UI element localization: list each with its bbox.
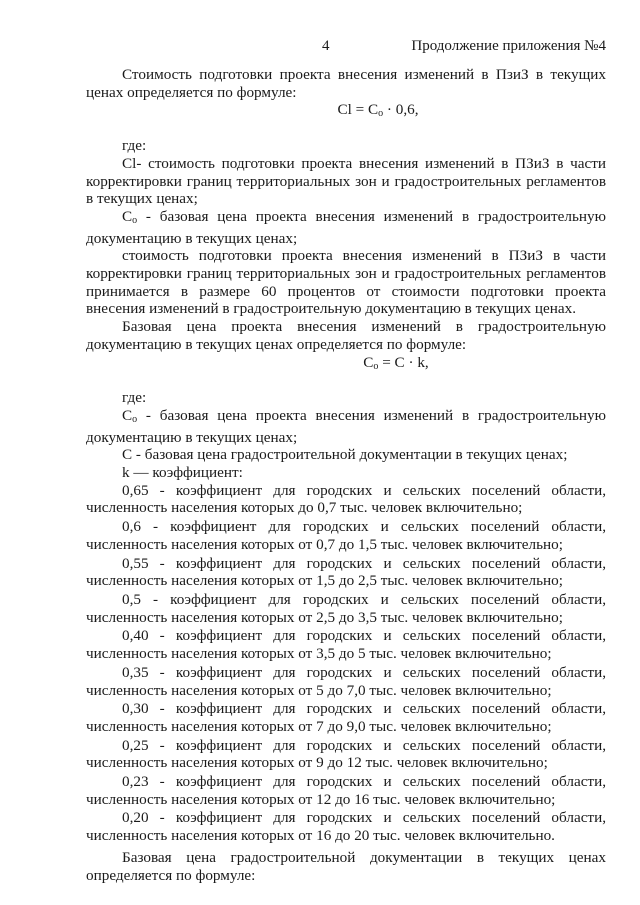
definition-c: С - базовая цена градостроительной документации в текущих ценах; <box>122 446 568 464</box>
coefficient-item: 0,6 - коэффициент для городских и сельских поселений области, численность населения которых от 0,7 до 1,5 тыс. человек включительно; <box>86 518 606 553</box>
definition-co-text: - базовая цена проекта внесения изменений в градостроительную документацию в текущих ценах; <box>86 207 606 247</box>
definition-co2-sub: о <box>132 413 138 425</box>
where-label: где: <box>122 137 147 155</box>
document-body <box>86 66 606 884</box>
coefficient-item: 0,55 - коэффициент для городских и сельских поселений области, численность населения которых от 1,5 до 2,5 тыс. человек включительно; <box>86 554 606 590</box>
coefficient-item: 0,65 - коэффициент для городских и сельских поселений области, численность населения которых до 0,7 тыс. человек включительно; <box>86 481 606 517</box>
sixty-percent-paragraph: стоимость подготовки проекта внесения изменений в ПЗиЗ в части корректировки границ территориальных зон и градостроительных регламентов принимается в размере 60 процентов от стоимости подготовки проекта внесения изменений в градостроительную документацию в текущих ценах. <box>86 247 606 318</box>
definition-co-symbol: C <box>122 207 133 225</box>
definition-cl: Cl- стоимость подготовки проекта внесения изменений в ПЗиЗ в части корректировки границ территориальных зон и градостроительных регламентов в текущих ценах; <box>86 154 606 208</box>
coefficient-item: 0,35 - коэффициент для городских и сельских поселений области, численность населения которых от 5 до 7,0 тыс. человек включительно; <box>86 663 606 699</box>
formula-co-lhs: C <box>363 353 374 371</box>
formula-cl-sub: о <box>378 108 384 120</box>
final-paragraph: Базовая цена градостроительной документации в текущих ценах определяется по формуле: <box>86 848 606 884</box>
coefficient-item: 0,30 - коэффициент для городских и сельских поселений области, численность населения которых от 7 до 9,0 тыс. человек включительно; <box>86 700 606 735</box>
page-number: 4 <box>322 38 330 54</box>
coefficient-item: 0,5 - коэффициент для городских и сельских поселений области, численность населения которых от 2,5 до 3,5 тыс. человек включительно; <box>86 590 606 626</box>
definition-co <box>86 208 606 247</box>
where-label-2: где: <box>122 389 147 407</box>
definition-co2-symbol: C <box>122 406 133 424</box>
coefficient-item: 0,20 - коэффициент для городских и сельских поселений области, численность населения которых от 16 до 20 тыс. человек включительно. <box>86 809 606 845</box>
coefficient-item: 0,25 - коэффициент для городских и сельских поселений области, численность населения которых от 9 до 12 тыс. человек включительно; <box>86 736 606 772</box>
formula-cl-rhs: · 0,6, <box>383 101 419 119</box>
definition-co-sub: о <box>132 214 138 226</box>
formula-cl <box>86 101 606 123</box>
coefficient-item: 0,40 - коэффициент для городских и сельских поселений области, численность населения которых от 3,5 до 5 тыс. человек включительно; <box>86 627 606 663</box>
definition-k: k — коэффициент: <box>122 464 243 482</box>
formula-co-rhs: = C · k, <box>378 353 429 371</box>
base-price-intro: Базовая цена проекта внесения изменений в градостроительную документацию в текущих ценах определяется по формуле: <box>86 318 606 353</box>
coefficient-item: 0,23 - коэффициент для городских и сельских поселений области, численность населения которых от 12 до 16 тыс. человек включительно; <box>86 773 606 808</box>
definition-co2-text: - базовая цена проекта внесения изменений в градостроительную документацию в текущих ценах; <box>86 406 606 446</box>
formula-cl-lhs: Cl <box>337 101 352 119</box>
formula-co-sub: о <box>373 360 379 372</box>
formula-cl-eq: = C <box>351 101 379 119</box>
appendix-continuation-note: Продолжение приложения №4 <box>411 38 606 54</box>
intro-paragraph: Стоимость подготовки проекта внесения изменений в ПзиЗ в текущих ценах определяется по формуле: <box>86 66 606 101</box>
definition-co-2 <box>86 407 606 446</box>
formula-co <box>86 354 606 376</box>
